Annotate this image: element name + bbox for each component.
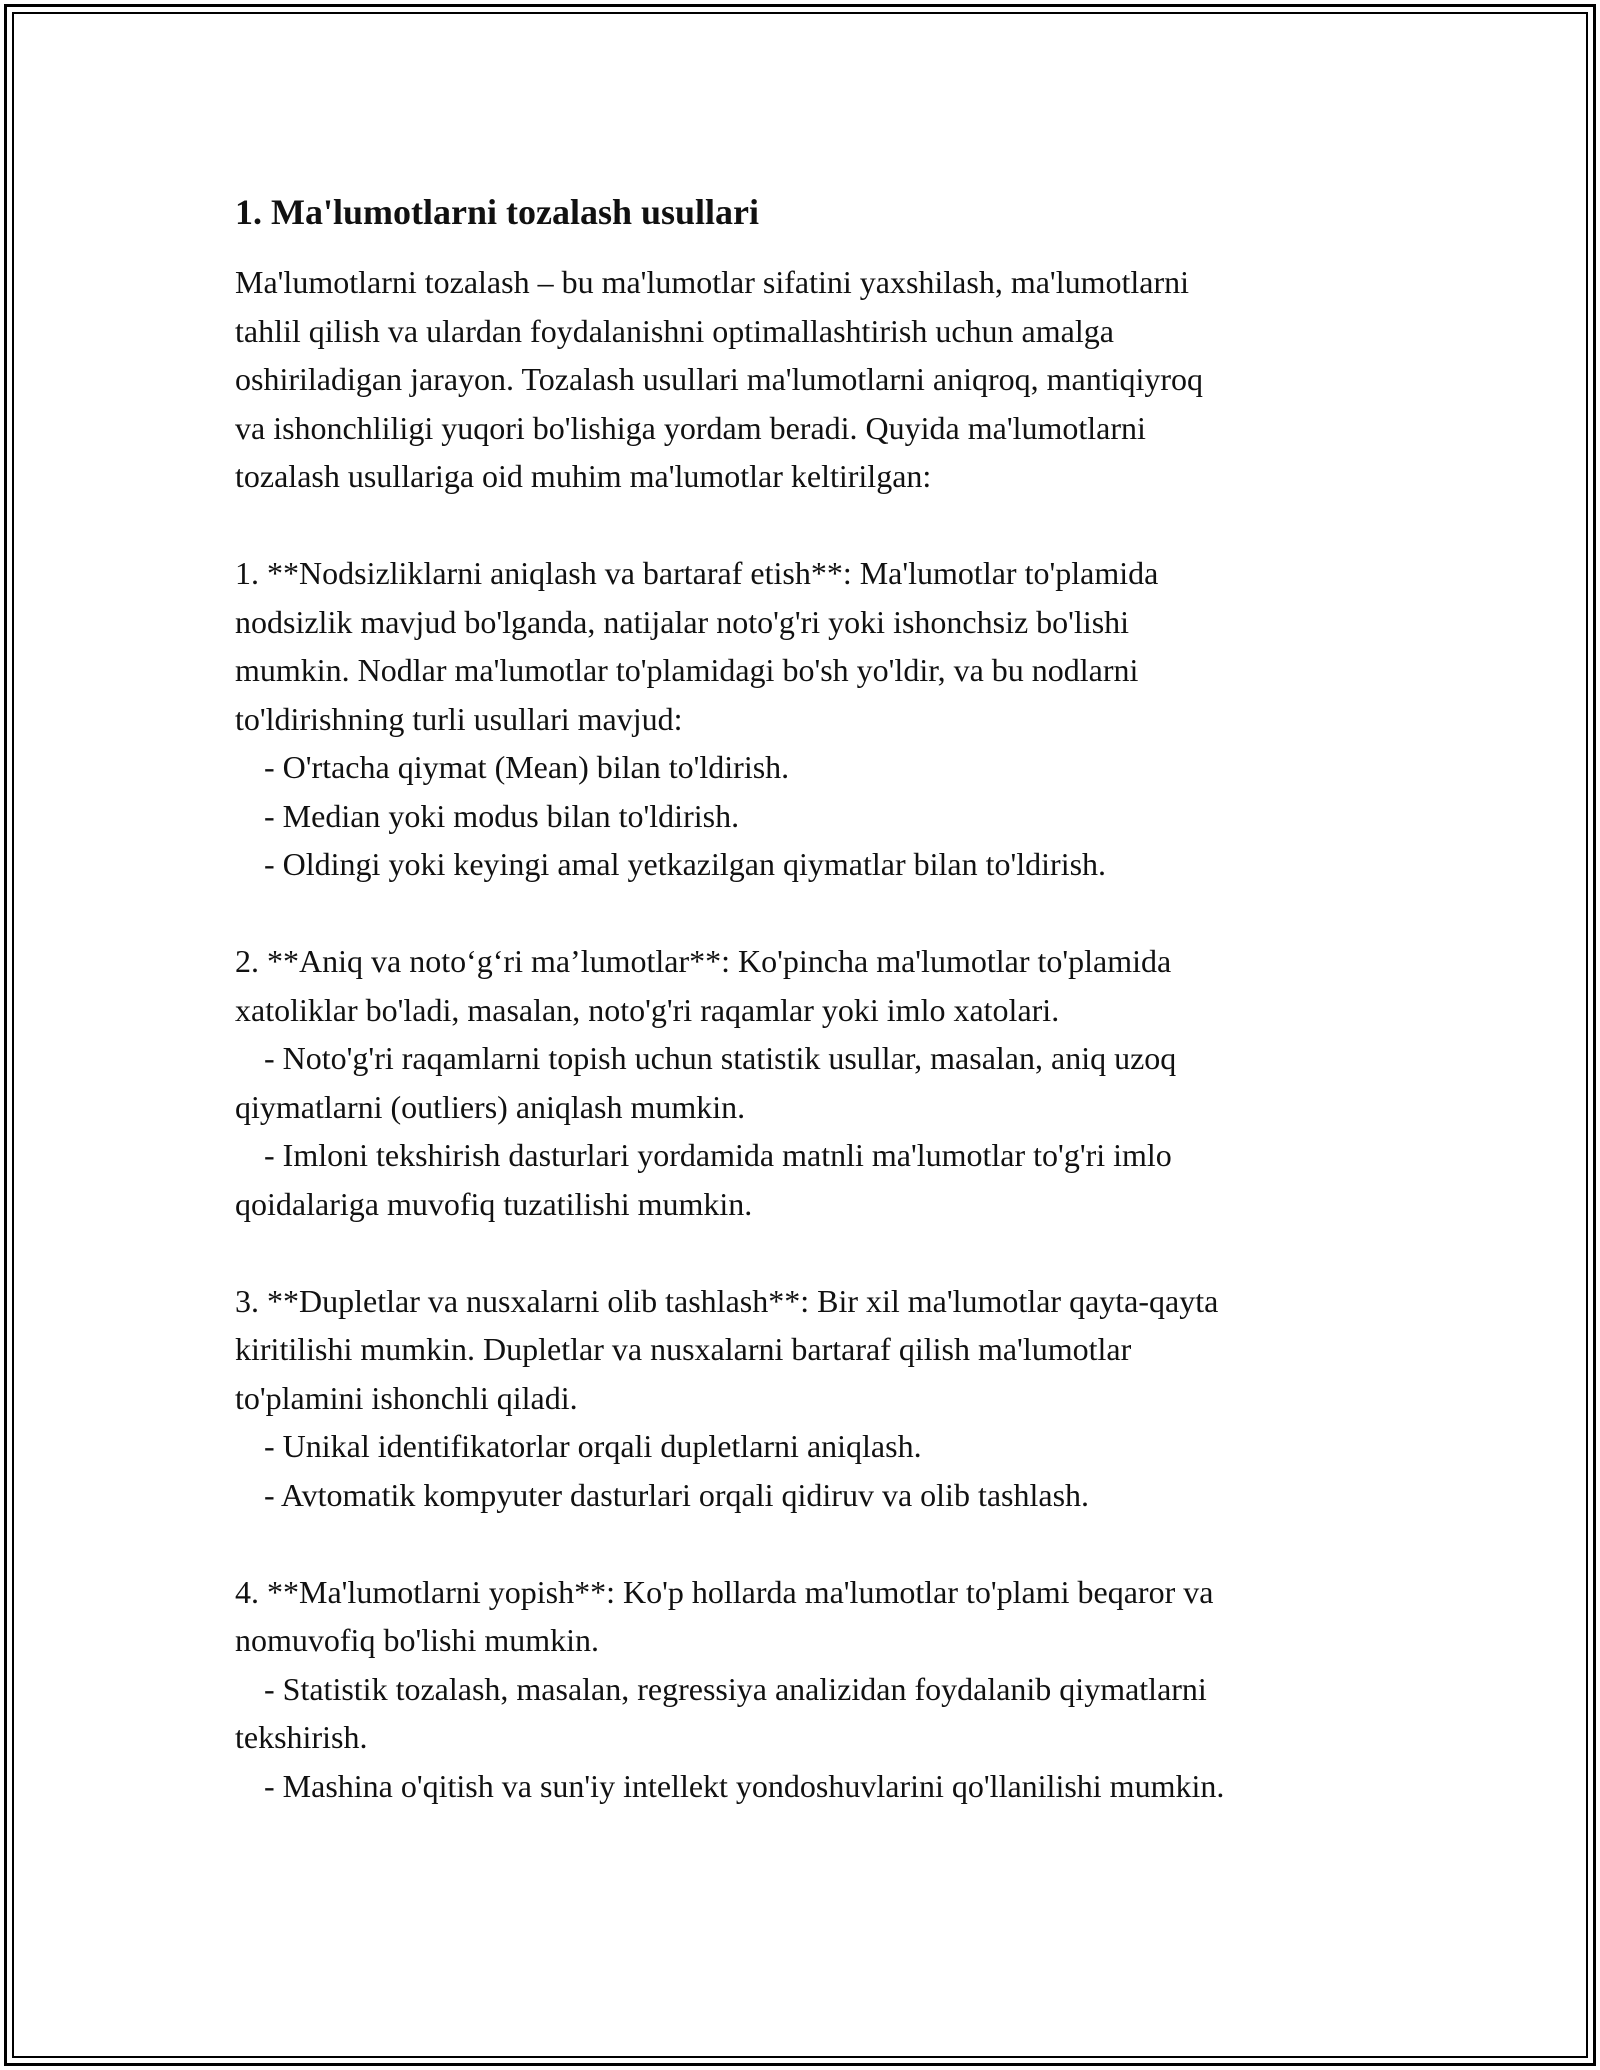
section-3 [235, 1277, 1395, 1520]
section-line: 1. **Nodsizliklarni aniqlash va bartaraf etish**: Ma'lumotlar to'plamida [235, 555, 1159, 591]
section-line: mumkin. Nodlar ma'lumotlar to'plamidagi bo'sh yo'ldir, va bu nodlarni [235, 652, 1139, 688]
intro-line: tahlil qilish va ulardan foydalanishni optimallashtirish uchun amalga [235, 312, 1114, 349]
section-4 [235, 1568, 1395, 1811]
section-line: kiritilishi mumkin. Dupletlar va nusxalarni bartaraf qilish ma'lumotlar [235, 1331, 1132, 1367]
section-line: to'plamini ishonchli qiladi. [235, 1379, 578, 1416]
bullet-item: - Unikal identifikatorlar orqali dupletlarni aniqlash. [264, 1428, 922, 1464]
section-line: nodsizlik mavjud bo'lganda, natijalar noto'g'ri yoki ishonchsiz bo'lishi [235, 603, 1130, 640]
bullet-item: - O'rtacha qiymat (Mean) bilan to'ldirish. [264, 749, 790, 785]
intro-line: Ma'lumotlarni tozalash – bu ma'lumotlar sifatini yaxshilash, ma'lumotlarni [235, 264, 1189, 300]
section-line: to'ldirishning turli usullari mavjud: [235, 700, 683, 737]
bullet-item-continuation: qoidalariga muvofiq tuzatilishi mumkin. [235, 1185, 753, 1222]
bullet-item: - Imloni tekshirish dasturlari yordamida matnli ma'lumotlar to'g'ri imlo [264, 1137, 1172, 1173]
section-2 [235, 937, 1395, 1228]
document-body [235, 188, 1395, 1810]
section-line: 2. **Aniq va noto‘g‘ri ma’lumotlar**: Ko'pincha ma'lumotlar to'plamida [235, 943, 1172, 979]
section-line: 4. **Ma'lumotlarni yopish**: Ko'p hollarda ma'lumotlar to'plami beqaror va [235, 1573, 1214, 1610]
bullet-item-continuation: qiymatlarni (outliers) aniqlash mumkin. [235, 1088, 746, 1125]
intro-line: oshiriladigan jarayon. Tozalash usullari ma'lumotlarni aniqroq, mantiqiyroq [235, 361, 1204, 397]
section-line: nomuvofiq bo'lishi mumkin. [235, 1622, 599, 1658]
section-line: 3. **Dupletlar va nusxalarni olib tashlash**: Bir xil ma'lumotlar qayta-qayta [235, 1282, 1219, 1319]
bullet-item: - Noto'g'ri raqamlarni topish uchun statistik usullar, masalan, aniq uzoq [264, 1040, 1177, 1076]
intro-line: tozalash usullariga oid muhim ma'lumotlar keltirilgan: [235, 458, 932, 494]
bullet-item: - Statistik tozalash, masalan, regressiya analizidan foydalanib qiymatlarni [264, 1670, 1207, 1707]
section-1 [235, 549, 1395, 889]
bullet-item: - Avtomatik kompyuter dasturlari orqali qidiruv va olib tashlash. [264, 1476, 1090, 1513]
bullet-item: - Median yoki modus bilan to'ldirish. [264, 797, 740, 834]
bullet-item: - Oldingi yoki keyingi amal yetkazilgan qiymatlar bilan to'ldirish. [264, 846, 1107, 882]
document-title: 1. Ma'lumotlarni tozalash usullari [235, 192, 760, 232]
paragraph-gap [235, 1228, 1395, 1277]
bullet-item: - Mashina o'qitish va sun'iy intellekt yondoshuvlarini qo'llanilishi mumkin. [264, 1767, 1225, 1804]
intro-line: va ishonchliligi yuqori bo'lishiga yordam beradi. Quyida ma'lumotlarni [235, 409, 1146, 446]
section-line: xatoliklar bo'ladi, masalan, noto'g'ri raqamlar yoki imlo xatolari. [235, 991, 1060, 1028]
bullet-item-continuation: tekshirish. [235, 1719, 368, 1755]
intro-paragraph [235, 258, 1395, 501]
paragraph-gap [235, 889, 1395, 938]
paragraph-gap [235, 1519, 1395, 1568]
paragraph-gap [235, 501, 1395, 550]
